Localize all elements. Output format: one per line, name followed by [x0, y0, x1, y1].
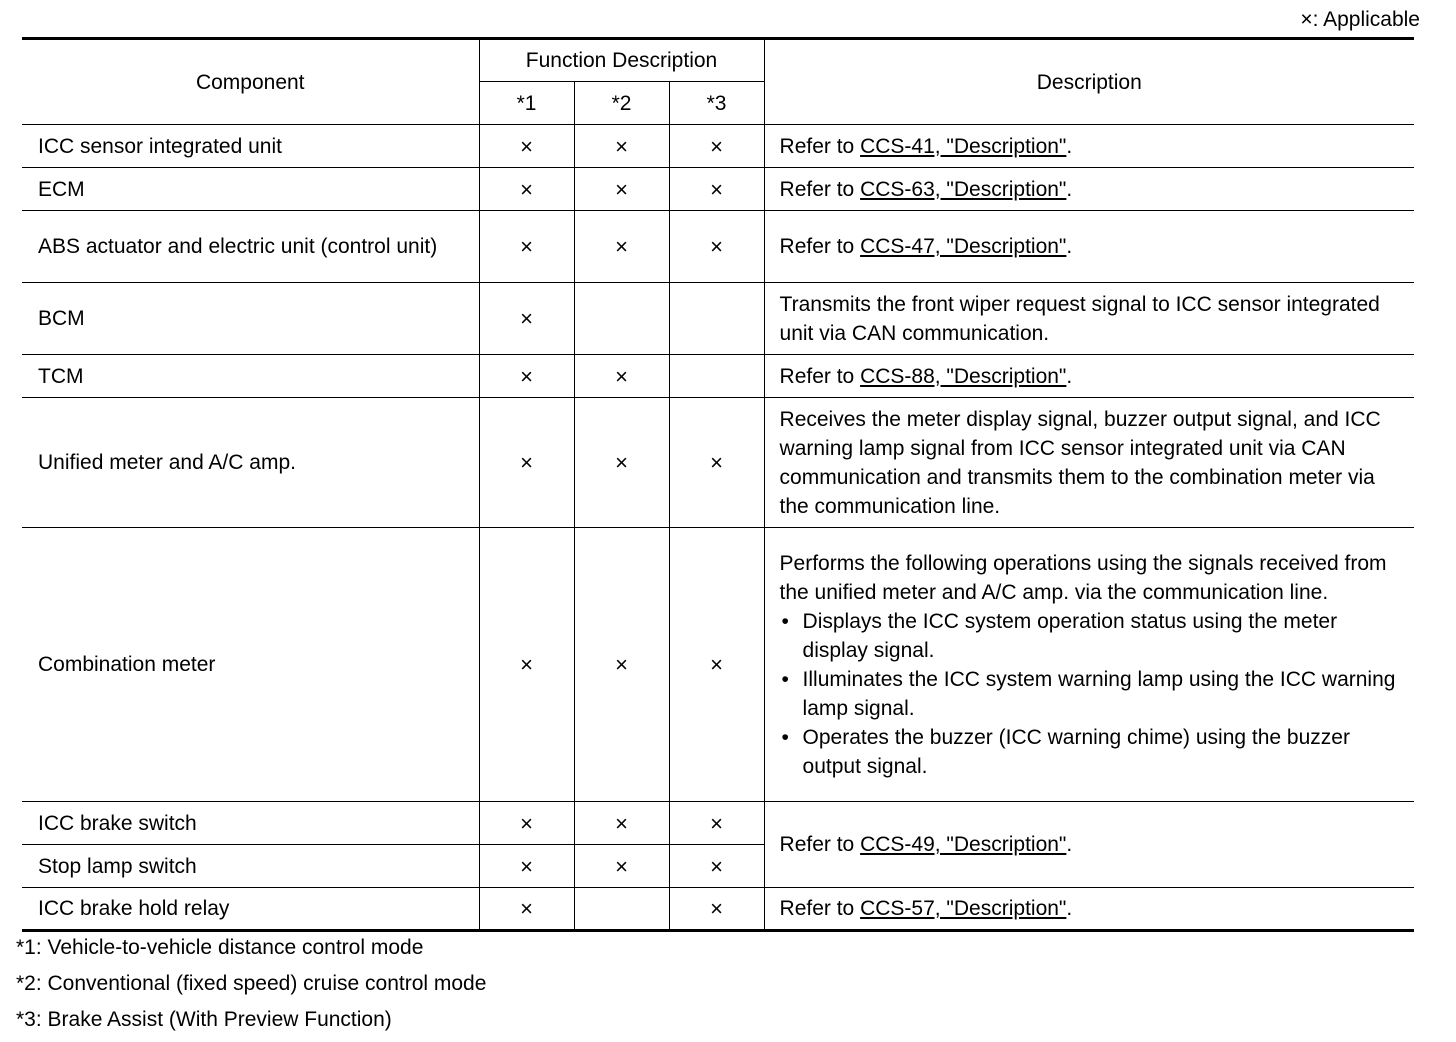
component-cell: ABS actuator and electric unit (control unit): [22, 211, 479, 283]
footnote: *1: Vehicle-to-vehicle distance control mode: [16, 936, 424, 959]
mode-3-mark: [669, 283, 764, 355]
component-header: Component: [22, 39, 479, 125]
mode-1-mark: ×: [479, 125, 574, 168]
function-description-header: Function Description: [479, 39, 764, 82]
component-cell: Unified meter and A/C amp.: [22, 398, 479, 528]
description-cell: [764, 355, 1414, 398]
table-row: [22, 528, 1414, 802]
description-prefix: Refer to: [779, 897, 861, 920]
description-prefix: Refer to: [779, 364, 861, 388]
description-link[interactable]: CCS-57, "Description": [860, 897, 1067, 920]
component-cell: TCM: [22, 355, 479, 398]
description-link[interactable]: CCS-41, "Description": [860, 134, 1067, 158]
table-row: [22, 283, 1414, 355]
mode-3-mark: ×: [669, 528, 764, 802]
table-row: [22, 802, 1414, 845]
mode-2-mark: [574, 888, 669, 931]
mode-2-mark: ×: [574, 211, 669, 283]
mode-1-mark: ×: [479, 888, 574, 931]
description-cell: [764, 802, 1414, 888]
description-suffix: .: [1066, 897, 1073, 920]
mode-3-mark: ×: [669, 888, 764, 931]
component-cell: Stop lamp switch: [22, 845, 479, 888]
mode-1-mark: ×: [479, 283, 574, 355]
description-cell: [764, 888, 1414, 931]
description-link[interactable]: CCS-47, "Description": [860, 235, 1067, 258]
description-cell: Transmits the front wiper request signal to ICC sensor integrated unit via CAN communication.: [764, 283, 1414, 355]
mode-3-mark: ×: [669, 802, 764, 845]
mode-3-mark: [669, 355, 764, 398]
mode-2-mark: ×: [574, 845, 669, 888]
mode-1-mark: ×: [479, 355, 574, 398]
mode-2-mark: ×: [574, 125, 669, 168]
footnotes: [16, 934, 486, 1042]
mode-3-mark: ×: [669, 398, 764, 528]
description-cell: [764, 211, 1414, 283]
bullet-item: • Displays the ICC system operation status using the meter display signal.: [780, 607, 1401, 665]
component-table: [22, 37, 1414, 932]
mode-2-header: *2: [574, 82, 669, 125]
description-link[interactable]: CCS-49, "Description": [860, 833, 1067, 856]
applicable-legend: ×: Applicable: [1300, 8, 1420, 31]
description-prefix: Refer to: [779, 235, 861, 258]
table-row: [22, 168, 1414, 211]
mode-2-mark: ×: [574, 168, 669, 211]
mode-2-mark: ×: [574, 355, 669, 398]
mode-2-mark: ×: [574, 398, 669, 528]
description-suffix: .: [1066, 134, 1073, 158]
description-cell: [764, 528, 1414, 802]
description-header: Description: [764, 39, 1414, 125]
mode-1-mark: ×: [479, 528, 574, 802]
header-row: [22, 39, 1414, 82]
mode-1-mark: ×: [479, 802, 574, 845]
table-row: [22, 398, 1414, 528]
table-row: [22, 211, 1414, 283]
mode-3-header: *3: [669, 82, 764, 125]
footnote: *2: Conventional (fixed speed) cruise control mode: [16, 972, 487, 995]
description-link[interactable]: CCS-88, "Description": [860, 364, 1067, 388]
mode-3-mark: ×: [669, 845, 764, 888]
table-row: [22, 888, 1414, 931]
footnote: *3: Brake Assist (With Preview Function): [16, 1008, 392, 1031]
description-suffix: .: [1066, 235, 1073, 258]
description-cell: Receives the meter display signal, buzzer output signal, and ICC warning lamp signal from ICC sensor integrated unit via CAN communication and transmits them to the combination meter via the communication line.: [764, 398, 1414, 528]
mode-3-mark: ×: [669, 125, 764, 168]
component-cell: ICC sensor integrated unit: [22, 125, 479, 168]
component-cell: Combination meter: [22, 528, 479, 802]
component-cell: BCM: [22, 283, 479, 355]
mode-2-mark: ×: [574, 528, 669, 802]
mode-3-mark: ×: [669, 168, 764, 211]
description-prefix: Refer to: [779, 833, 861, 856]
description-intro: Performs the following operations using the signals received from the unified meter and A/C amp. via the communication line.: [779, 551, 1387, 604]
mode-2-mark: ×: [574, 802, 669, 845]
description-prefix: Refer to: [779, 134, 861, 158]
description-cell: [764, 125, 1414, 168]
description-cell: [764, 168, 1414, 211]
mode-1-mark: ×: [479, 168, 574, 211]
mode-1-mark: ×: [479, 845, 574, 888]
description-prefix: Refer to: [779, 177, 861, 201]
component-cell: ECM: [22, 168, 479, 211]
description-suffix: .: [1066, 833, 1073, 856]
mode-2-mark: [574, 283, 669, 355]
mode-1-header: *1: [479, 82, 574, 125]
mode-1-mark: ×: [479, 398, 574, 528]
component-cell: ICC brake hold relay: [22, 888, 479, 931]
table-row: [22, 125, 1414, 168]
description-bullets: [780, 607, 1401, 781]
bullet-item: • Operates the buzzer (ICC warning chime) using the buzzer output signal.: [780, 723, 1401, 781]
mode-3-mark: ×: [669, 211, 764, 283]
description-link[interactable]: CCS-63, "Description": [860, 177, 1067, 201]
description-suffix: .: [1066, 364, 1073, 388]
mode-1-mark: ×: [479, 211, 574, 283]
bullet-item: • Illuminates the ICC system warning lamp using the ICC warning lamp signal.: [780, 665, 1401, 723]
component-cell: ICC brake switch: [22, 802, 479, 845]
table-row: [22, 355, 1414, 398]
description-suffix: .: [1066, 177, 1073, 201]
